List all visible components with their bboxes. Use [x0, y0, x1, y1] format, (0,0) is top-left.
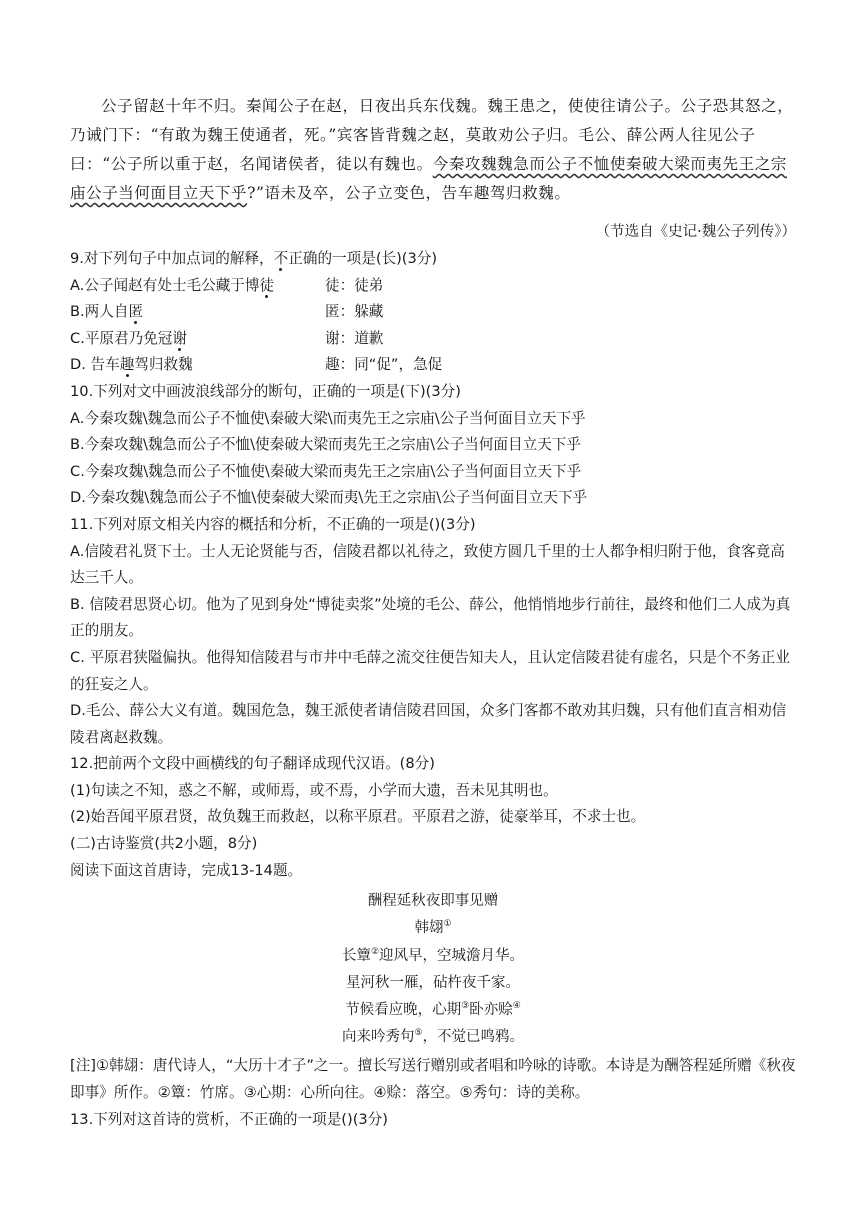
- question-11-option-c: C. 平原君狭隘偏执。他得知信陵君与市井中毛薛之流交往便告知夫人，且认定信陵君徒有虚名，只是个不务正业的狂妄之人。: [70, 648, 790, 693]
- question-11-option-d: D.毛公、薛公大义有道。魏国危急，魏王派使者请信陵君回国，众多门客都不敢劝其归魏，只有他们直言相劝信陵君离赵救魏。: [70, 702, 787, 746]
- option-explanation: 徒：徒弟: [325, 276, 384, 294]
- option-text: 驾归救魏: [134, 356, 193, 374]
- dotted-char: 趣: [119, 356, 135, 374]
- option-text: B.两人自: [70, 303, 129, 321]
- question-9-option-a: [70, 273, 796, 300]
- option-explanation: 谢：道歉: [325, 329, 384, 347]
- poem-line: [70, 943, 796, 970]
- dotted-char: 徒: [259, 276, 275, 294]
- poem-line: [70, 970, 796, 997]
- question-9-stem: [70, 246, 796, 273]
- stem-part: 正确的一项是(长)(3分): [288, 250, 438, 267]
- poem-text: 卧亦赊: [469, 1002, 513, 1019]
- poem-notes: [注]①韩翃：唐代诗人，“大历十才子”之一。擅长写送行赠别或者唱和吟咏的诗歌。本诗是为酬答程延所赠《秋夜即事》所作。②簟：竹席。③心期：心所向往。④赊：落空。⑤秀句：诗的美称。: [70, 1057, 796, 1102]
- dotted-char: 匿: [128, 303, 144, 321]
- poem-text: 长簟: [341, 947, 371, 964]
- option-explanation: 匿：躲藏: [325, 303, 384, 321]
- poem-text: 节候看应晚，心期: [345, 1002, 462, 1019]
- poem-text: 向来吟秀句: [341, 1029, 415, 1046]
- question-11-option-b: B. 信陵君思贤心切。他为了见到身处“博徒卖浆”处境的毛公、薛公，他悄悄地步行前往，最终和他们二人成为真正的朋友。: [70, 595, 791, 640]
- option-text: D. 告车: [70, 356, 120, 374]
- question-9-option-b: [70, 299, 796, 326]
- stem-part: 9.对下列句子中加点词的解释，: [70, 250, 274, 267]
- question-12: [70, 751, 796, 831]
- question-10-option-a: A.今秦攻魏\魏急而公子不恤使\秦破大梁\而夷先王之宗庙\公子当何面目立天下乎: [70, 409, 586, 427]
- option-text: A.公子闻赵有处士毛公藏于博: [70, 276, 260, 294]
- footnote-marker: ⑤: [414, 1028, 423, 1039]
- question-9-option-c: [70, 326, 796, 353]
- section-intro: 阅读下面这首唐诗，完成13-14题。: [70, 861, 303, 879]
- option-explanation: 趣：同“促”，急促: [325, 356, 443, 374]
- question-11-option-a: A.信陵君礼贤下士。士人无论贤能与否，信陵君都以礼待之，致使方圆几千里的士人都争相归附于他，食客竟高达三千人。: [70, 542, 785, 587]
- option-text: C.平原君乃免冠: [70, 329, 173, 347]
- poem-text: ，不觉已鸣鸦。: [422, 1029, 525, 1046]
- question-10-option-c: C.今秦攻魏\魏急而公子不恤使\秦破大梁而夷先王之宗庙\公子当何面目立天下乎: [70, 462, 582, 480]
- question-12-item-1: (1)句读之不知，惑之不解，或师焉，或不焉，小学而大遗，吾未见其明也。: [70, 781, 558, 799]
- poem-line: [70, 997, 796, 1024]
- poem-line: [70, 1024, 796, 1051]
- footnote-marker: ③: [461, 1001, 470, 1012]
- question-9-option-d: [70, 352, 796, 379]
- poem-author-name: 韩翃: [414, 920, 444, 937]
- question-9: [70, 246, 796, 379]
- question-12-item-2: (2)始吾闻平原君贤，故负魏王而救赵，以称平原君。平原君之游，徒豪举耳，不求士也。: [70, 808, 646, 826]
- footnote-marker: ②: [370, 946, 380, 957]
- document-page: [70, 92, 796, 1133]
- question-11-stem: 11.下列对原文相关内容的概括和分析，不正确的一项是()(3分): [70, 515, 476, 533]
- dotted-char: 不: [273, 250, 289, 267]
- dotted-char: 谢: [172, 329, 188, 347]
- question-10-option-b: B.今秦攻魏\魏急而公子不恤\使秦破大梁而夷先王之宗庙\公子当何面目立天下乎: [70, 436, 581, 454]
- passage-paragraph: [70, 92, 796, 208]
- poem-text: 星河秋一雁，砧杵夜千家。: [346, 974, 520, 991]
- section-heading: (二)古诗鉴赏(共2小题，8分): [70, 835, 258, 853]
- poem-title: 酬程延秋夜即事见赠: [367, 893, 499, 910]
- poem: [70, 888, 796, 1051]
- question-13-stem: 13.下列对这首诗的赏析，不正确的一项是()(3分): [70, 1110, 388, 1128]
- passage-text-after: ?”语未及卒，公子立变色，告车趣驾归救魏。: [247, 184, 571, 202]
- classical-passage: [70, 92, 796, 246]
- question-12-stem: 12.把前两个文段中画横线的句子翻译成现代汉语。(8分): [70, 755, 435, 773]
- question-10-option-d: D.今秦攻魏\魏急而公子不恤\使秦破大梁而夷\先王之宗庙\公子当何面目立天下乎: [70, 489, 588, 507]
- question-11: [70, 512, 796, 751]
- wavy-underlined-sentence: 今秦攻魏魏急而公子不恤使秦破大梁而夷先王之宗庙公子当何面目立天下乎: [70, 155, 787, 202]
- footnote-marker: ④: [512, 1001, 521, 1012]
- footnote-marker: ①: [443, 919, 452, 930]
- poem-author: [70, 915, 796, 942]
- passage-source: （节选自《史记·魏公子列传》）: [595, 224, 796, 240]
- poem-text: 迎风早，空城澹月华。: [379, 947, 525, 964]
- question-10: [70, 379, 796, 512]
- question-10-stem: 10.下列对文中画波浪线部分的断句，正确的一项是(下)(3分): [70, 382, 461, 400]
- passage-text-before: 公子留赵十年不归。秦闻公子在赵，日夜出兵东伐魏。魏王患之，使使往请公子。公子恐其怒之，乃诫门下：“有敢为魏王使通者，死。”宾客皆背魏之赵，莫敢劝公子归。毛公、薛公两人往见公子曰：“公子所以重于赵，名闻诸侯者，徒以有魏也。: [70, 97, 794, 173]
